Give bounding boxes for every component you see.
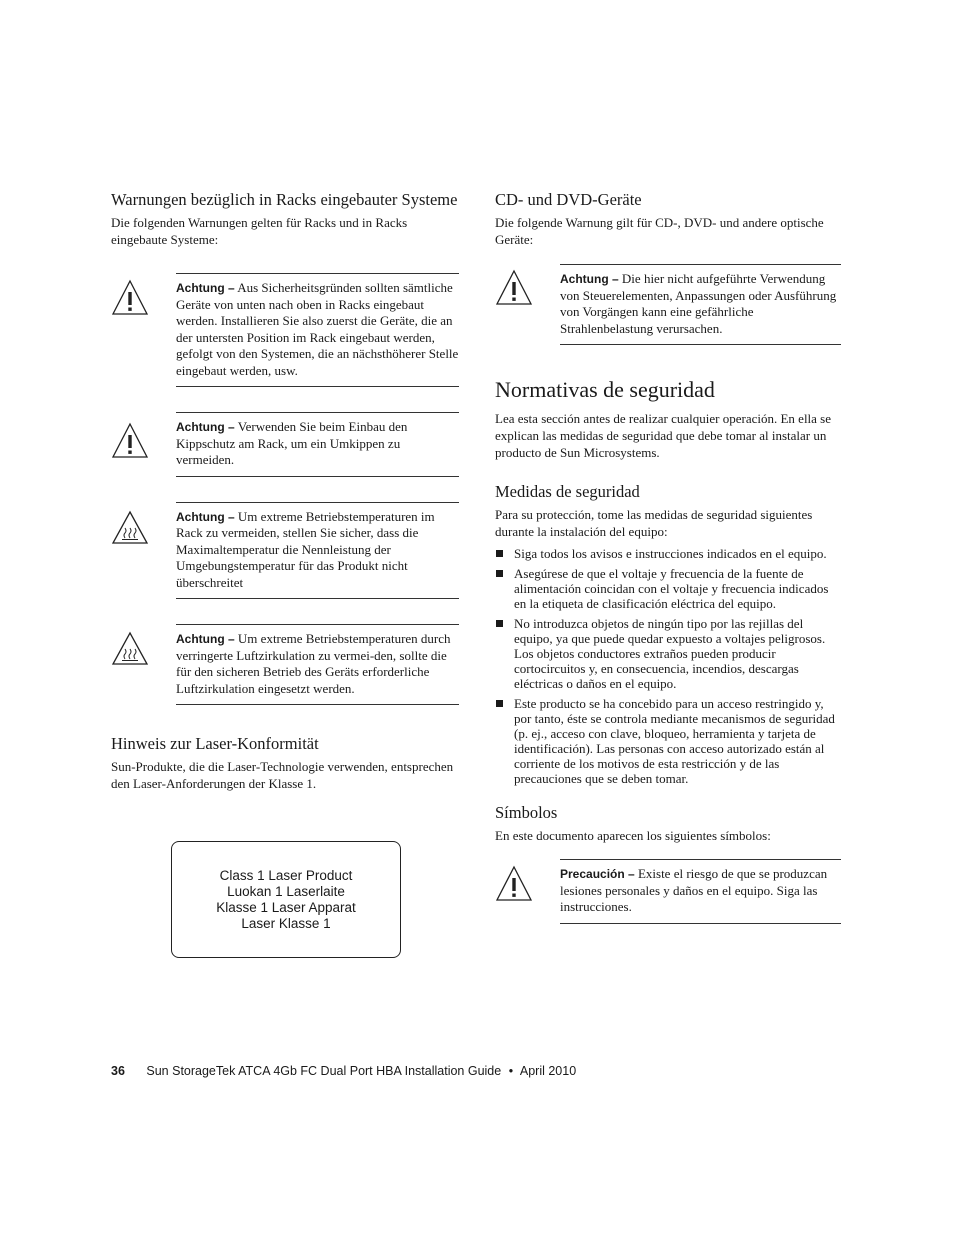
warning-label: Achtung – (176, 509, 235, 524)
bullet-icon (496, 570, 503, 577)
warning-icon (495, 865, 533, 908)
list-item-text: No introduzca objetos de ningún tipo por las rejillas del equipo, ya que puede quedar expuesto a voltajes peligrosos. Los objetos conductores extraños pueden producir cortocircuitos y, en consecuencia, incendios, descargas eléctricas o daños en el equipo. (514, 616, 826, 691)
footer-separator: • (508, 1064, 514, 1078)
list-item (495, 616, 841, 691)
simbolos-intro: En este documento aparecen los siguientes símbolos: (495, 828, 771, 843)
footer-title: Sun StorageTek ATCA 4Gb FC Dual Port HBA Installation Guide (146, 1064, 502, 1078)
warning-text: Aus Sicherheitsgründen sollten sämtliche Geräte von unten nach oben in Racks eingebaut werden. Installieren Sie also zuerst die Geräte, die an der untersten Position im Rack eingebaut werden, gefolgt von den Systemen, die an nächsthöherer Stelle eingebaut werden, usw. (176, 280, 459, 378)
norm-heading: Normativas de seguridad (495, 377, 715, 402)
precaucion-label: Precaución – (560, 867, 635, 881)
precaucion-box (560, 859, 841, 924)
laser-label-line: Luokan 1 Laserlaite (227, 883, 345, 899)
list-item-text: Siga todos los avisos e instrucciones indicados en el equipo. (514, 546, 827, 561)
warning-label: Achtung – (176, 281, 235, 295)
safety-list (495, 546, 841, 786)
warning-box-1 (176, 273, 459, 387)
list-item (495, 696, 841, 786)
laser-label-line: Laser Klasse 1 (241, 915, 331, 931)
warning-label: Achtung – (176, 632, 235, 646)
warning-note-3 (111, 502, 459, 600)
laser-heading: Hinweis zur Laser-Konformität (111, 734, 319, 753)
warning-box-3 (176, 502, 459, 600)
laser-label-line: Class 1 Laser Product (219, 867, 353, 883)
medidas-intro: Para su protección, tome las medidas de seguridad siguientes durante la instalación del equipo: (495, 507, 813, 539)
warning-text: Um extreme Betriebstemperaturen im Rack zu vermeiden, stellen Sie sicher, dass die Maximaltemperatur die Nennleistung der Umgebungstemperatur für das Produkt nicht überschreitet (176, 508, 435, 590)
rack-intro: Die folgenden Warnungen gelten für Racks und in Racks eingebaute Systeme: (111, 215, 408, 247)
warning-note-4 (111, 624, 459, 705)
warning-text: Um extreme Betriebstemperaturen durch verringerte Luftzirkulation zu vermei-den, sollte die für den sicheren Betrieb des Geräts erforderliche Luftzirkulation eingesetzt werden. (176, 631, 451, 696)
list-item (495, 566, 841, 611)
warning-icon (495, 269, 533, 312)
laser-intro: Sun-Produkte, die die Laser-Technologie verwenden, entsprechen den Laser-Anforderungen der Klasse 1. (111, 759, 454, 791)
warning-note-1 (111, 273, 459, 387)
warning-icon (111, 422, 149, 465)
warning-label: Achtung – (560, 272, 619, 286)
list-item (495, 546, 841, 561)
cd-heading: CD- und DVD-Geräte (495, 190, 642, 209)
page-footer (111, 1063, 576, 1079)
list-item-text: Este producto se ha concebido para un acceso restringido y, por tanto, éste se controla mediante mecanismos de seguridad (p. ej., acceso con clave, bloqueo, herramienta y tarjeta de identificación). Las personas con acceso autorizado están al corriente de los motivos de esta restricción y de las precauciones que se deben tomar. (514, 696, 835, 786)
right-column (495, 191, 841, 924)
footer-date: April 2010 (519, 1064, 577, 1078)
norm-intro: Lea esta sección antes de realizar cualquier operación. En ella se explican las medidas de seguridad que debe tomar al instalar un producto de Sun Microsystems. (495, 411, 832, 460)
cd-intro: Die folgende Warnung gilt für CD-, DVD- und andere optische Geräte: (495, 215, 824, 247)
warning-text: Verwenden Sie beim Einbau den Kippschutz am Rack, um ein Umkippen zu vermeiden. (176, 419, 408, 467)
warning-box-2 (176, 412, 459, 477)
medidas-heading: Medidas de seguridad (495, 482, 640, 501)
warning-box-4 (176, 624, 459, 705)
cd-warning-note (495, 264, 841, 345)
bullet-icon (496, 550, 503, 557)
laser-class-label (171, 841, 401, 958)
warning-note-2 (111, 412, 459, 477)
precaucion-text: Existe el riesgo de que se produzcan lesiones personales y daños en el equipo. Siga las instrucciones. (560, 866, 828, 914)
warning-text: Die hier nicht aufgeführte Verwendung von Steuerelementen, Anpassungen oder Ausführung von Vorgängen kann eine gefährliche Strahlenbelastung verursachen. (560, 271, 837, 336)
page-number: 36 (111, 1064, 125, 1078)
hot-surface-icon (111, 631, 149, 672)
hot-surface-icon (111, 510, 149, 551)
rack-heading: Warnungen bezüglich in Racks eingebauter Systeme (111, 190, 458, 209)
simbolos-heading: Símbolos (495, 803, 558, 822)
left-column (111, 191, 459, 792)
laser-label-line: Klasse 1 Laser Apparat (216, 899, 356, 915)
warning-icon (111, 279, 149, 322)
cd-warning-box (560, 264, 841, 345)
precaucion-note (495, 859, 841, 924)
list-item-text: Asegúrese de que el voltaje y frecuencia de la fuente de alimentación coincidan con el voltaje y frecuencia indicados en la etiqueta de clasificación eléctrica del equipo. (514, 566, 829, 611)
bullet-icon (496, 620, 503, 627)
warning-label: Achtung – (176, 420, 235, 434)
bullet-icon (496, 700, 503, 707)
